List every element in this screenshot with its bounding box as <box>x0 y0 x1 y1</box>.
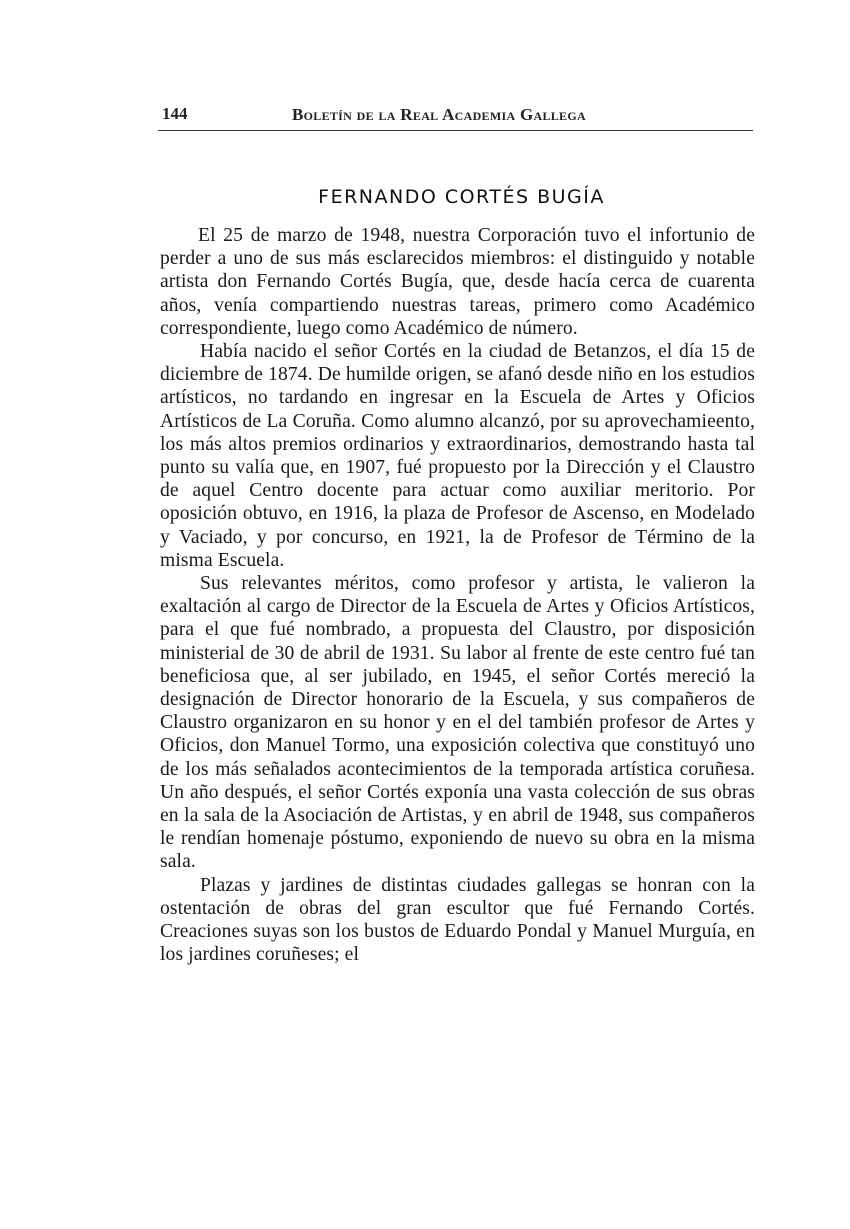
paragraph: Plazas y jardines de distintas ciudades gallegas se honran con la ostentación de obras del gran escultor que fué Fernando Cortés. Creaciones suyas son los bustos de Eduardo Pondal y Manuel Murguía, en los jardines coruñeses; el <box>160 874 755 966</box>
header-rule <box>158 130 753 131</box>
document-page <box>160 104 755 967</box>
page-number: 144 <box>162 104 188 123</box>
paragraph: El 25 de marzo de 1948, nuestra Corporación tuvo el infortunio de perder a uno de sus más esclarecidos miembros: el distinguido y notable artista don Fernando Cortés Bugía, que, desde hacía cerca de cuarenta años, venía compartiendo nuestras tareas, primero como Académico correspondiente, luego como Académico de número. <box>160 225 755 339</box>
running-header <box>160 104 755 128</box>
journal-title: Boletín de la Real Academia Gallega <box>292 105 586 124</box>
article-body <box>160 224 755 967</box>
paragraph: Sus relevantes méritos, como profesor y artista, le valieron la exaltación al cargo de Director de la Escuela de Artes y Oficios Artísticos, para el que fué nombrado, a propuesta del Claustro, por disposición ministerial de 30 de abril de 1931. Su labor al frente de este centro fué tan beneficiosa que, al ser jubilado, en 1945, el señor Cortés mereció la designación de Director honorario de la Escuela, y sus compañeros de Claustro organizaron en su honor y en el del también profesor de Artes y Oficios, don Manuel Tormo, una exposición colectiva que constituyó uno de los más señalados acontecimientos de la temporada artística coruñesa. Un año después, el señor Cortés exponía una vasta colección de sus obras en la sala de la Asociación de Artistas, y en abril de 1948, sus compañeros le rendían homenaje póstumo, exponiendo de nuevo su obra en la misma sala. <box>160 573 755 873</box>
article-title: FERNANDO CORTÉS BUGÍA <box>318 186 605 208</box>
paragraph: Había nacido el señor Cortés en la ciudad de Betanzos, el día 15 de diciembre de 1874. De humilde origen, se afanó desde niño en los estudios artísticos, no tardando en ingresar en la Escuela de Artes y Oficios Artísticos de La Coruña. Como alumno alcanzó, por su aprovechamieento, los más altos premios ordinarios y extraordinarios, demostrando hasta tal punto su valía que, en 1907, fué propuesto por la Dirección y el Claustro de aquel Centro docente para actuar como auxiliar meritorio. Por oposición obtuvo, en 1916, la plaza de Profesor de Ascenso, en Modelado y Vaciado, y por concurso, en 1921, la de Profesor de Término de la misma Escuela. <box>160 341 755 571</box>
